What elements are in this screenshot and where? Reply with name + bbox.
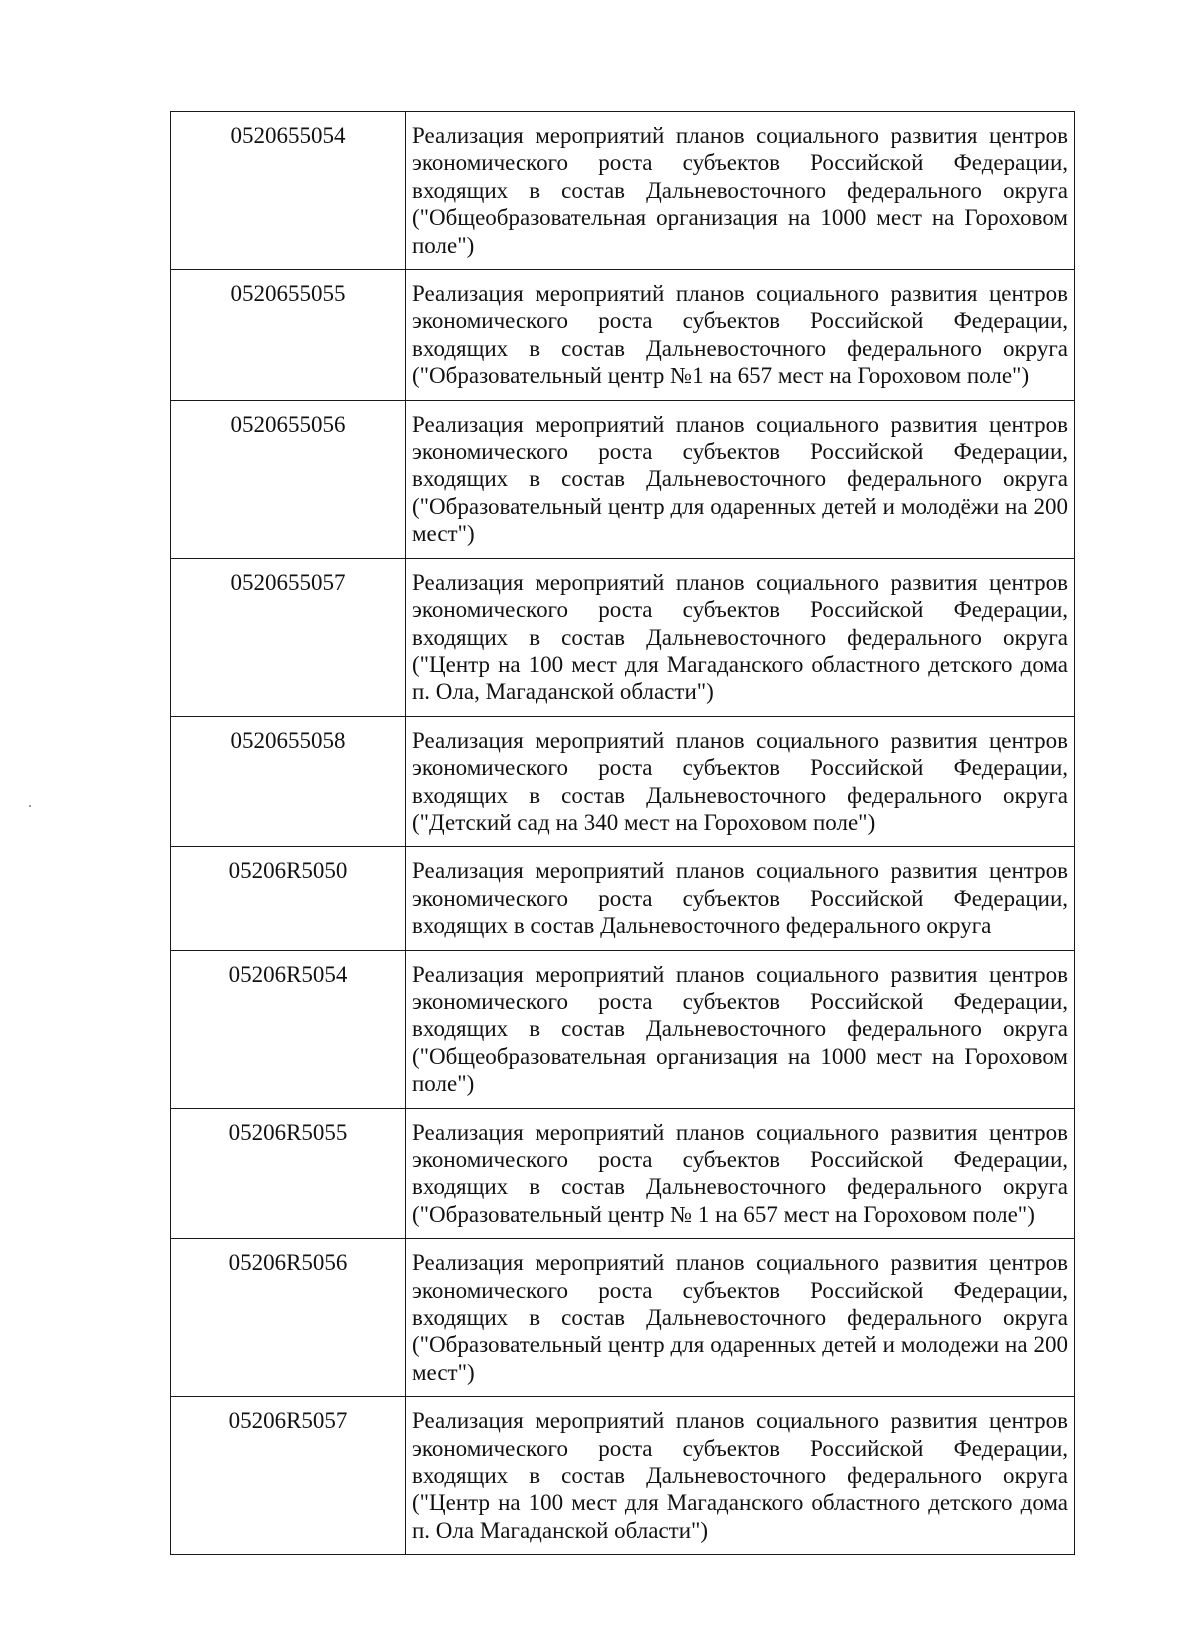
code-cell: 0520655056 — [171, 400, 406, 558]
table-row — [171, 400, 1075, 558]
code-cell: 0520655054 — [171, 112, 406, 270]
table-row — [171, 847, 1075, 950]
table-row — [171, 558, 1075, 716]
code-cell: 05206R5057 — [171, 1397, 406, 1555]
table-row — [171, 1397, 1075, 1555]
code-cell: 0520655055 — [171, 270, 406, 401]
scan-speck — [29, 805, 31, 807]
table-row — [171, 1108, 1075, 1239]
table-row — [171, 1239, 1075, 1397]
description-cell: Реализация мероприятий планов социального развития центров экономического роста субъектов Российской Федерации, входящих в состав Дальневосточного федерального округа ("Детский сад на 340 мест на Гороховом поле") — [406, 716, 1075, 847]
description-cell: Реализация мероприятий планов социального развития центров экономического роста субъектов Российской Федерации, входящих в состав Дальневосточного федерального округа ("Общеобразовательная организация на 1000 мест на Гороховом поле") — [406, 112, 1075, 270]
description-cell: Реализация мероприятий планов социального развития центров экономического роста субъектов Российской Федерации, входящих в состав Дальневосточного федерального округа ("Центр на 100 мест для Магаданского областного детского дома п. Ола Магаданской области") — [406, 1397, 1075, 1555]
code-cell: 0520655058 — [171, 716, 406, 847]
table-row — [171, 112, 1075, 270]
description-cell: Реализация мероприятий планов социального развития центров экономического роста субъектов Российской Федерации, входящих в состав Дальневосточного федерального округа — [406, 847, 1075, 950]
table-row — [171, 950, 1075, 1108]
code-cell: 0520655057 — [171, 558, 406, 716]
description-cell: Реализация мероприятий планов социального развития центров экономического роста субъектов Российской Федерации, входящих в состав Дальневосточного федерального округа ("Центр на 100 мест для Магаданского областного детского дома п. Ола, Магаданской области") — [406, 558, 1075, 716]
description-cell: Реализация мероприятий планов социального развития центров экономического роста субъектов Российской Федерации, входящих в состав Дальневосточного федерального округа ("Образовательный центр №1 на 657 мест на Гороховом поле") — [406, 270, 1075, 401]
code-cell: 05206R5050 — [171, 847, 406, 950]
table-row — [171, 716, 1075, 847]
description-cell: Реализация мероприятий планов социального развития центров экономического роста субъектов Российской Федерации, входящих в состав Дальневосточного федерального округа ("Общеобразовательная организация на 1000 мест на Гороховом поле") — [406, 950, 1075, 1108]
code-cell: 05206R5054 — [171, 950, 406, 1108]
description-cell: Реализация мероприятий планов социального развития центров экономического роста субъектов Российской Федерации, входящих в состав Дальневосточного федерального округа ("Образовательный центр для одаренных детей и молодёжи на 200 мест") — [406, 400, 1075, 558]
budget-code-table — [170, 111, 1075, 1555]
description-cell: Реализация мероприятий планов социального развития центров экономического роста субъектов Российской Федерации, входящих в состав Дальневосточного федерального округа ("Образовательный центр для одаренных детей и молодежи на 200 мест") — [406, 1239, 1075, 1397]
table-row — [171, 270, 1075, 401]
code-cell: 05206R5056 — [171, 1239, 406, 1397]
description-cell: Реализация мероприятий планов социального развития центров экономического роста субъектов Российской Федерации, входящих в состав Дальневосточного федерального округа ("Образовательный центр № 1 на 657 мест на Гороховом поле") — [406, 1108, 1075, 1239]
code-cell: 05206R5055 — [171, 1108, 406, 1239]
